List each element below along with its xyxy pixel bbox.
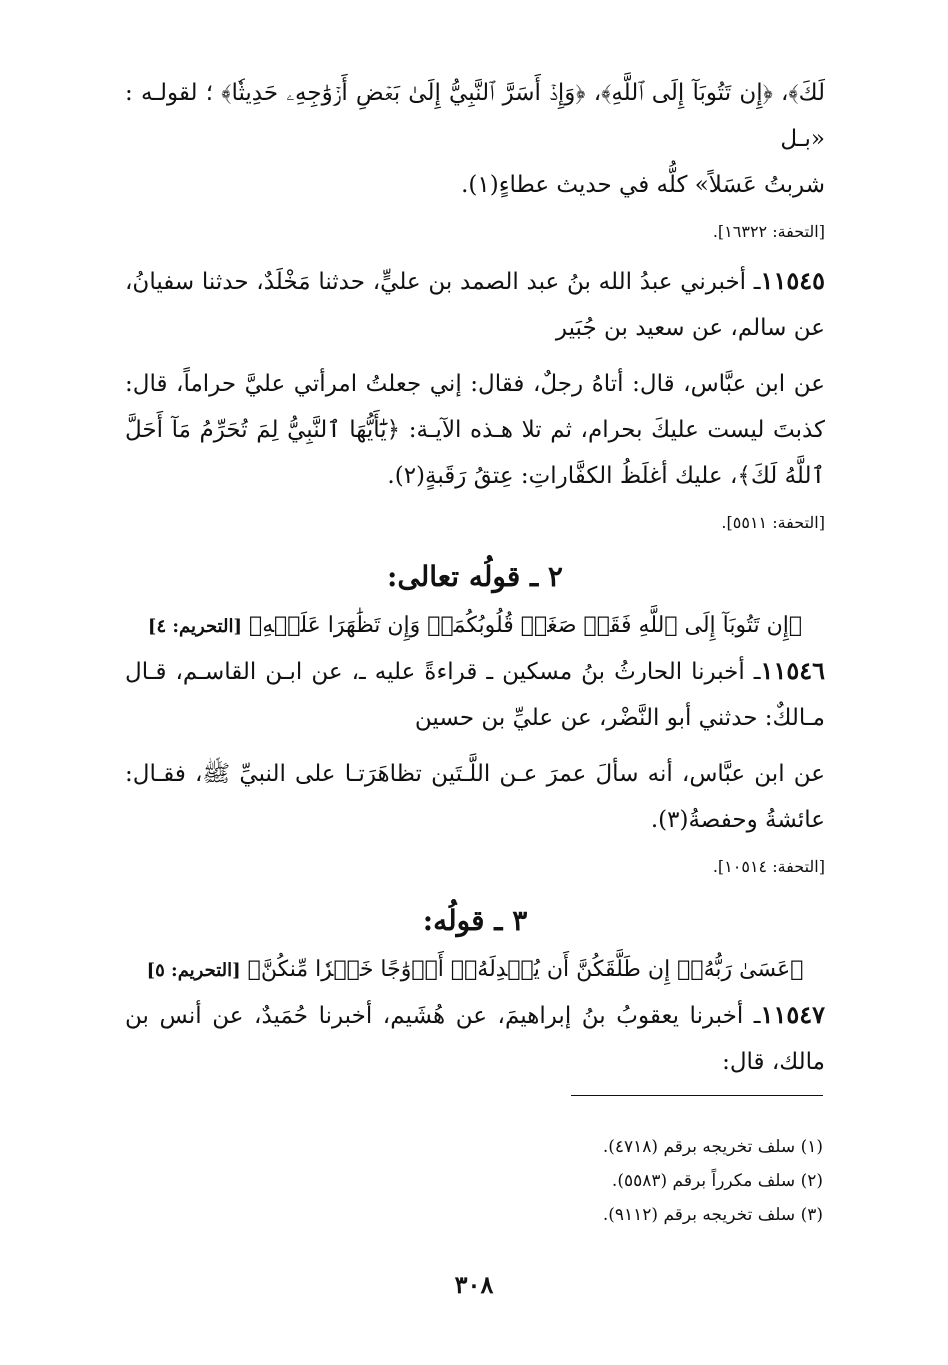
ayah-reference: [التحريم: ٥] bbox=[146, 960, 241, 981]
tuhfa-reference-3: [التحفة: ١٠٥١٤]. bbox=[712, 857, 825, 876]
ayah-text: ﴿عَسَىٰ رَبُّهُۥٓ إِن طَلَّقَكُنَّ أَن يُبۡدِلَهُۥٓ أَزۡوَٰجًا خَيۡرٗا مِّنكُنَّ﴾ bbox=[247, 957, 804, 982]
top-paragraph-line-1: لَكَ﴾، ﴿إِن تَتُوبَآ إِلَى ٱللَّهِ﴾، ﴿وَإِذۡ أَسَرَّ ٱلنَّبِيُّ إِلَىٰ بَعۡضِ أَزۡوَٰجِهِۦ حَدِيثٗا﴾ ؛ لقولـه : «بـل bbox=[125, 80, 825, 152]
footnote-divider bbox=[571, 1095, 823, 1096]
hadith-11545-isnad bbox=[125, 258, 825, 351]
hadith-isnad-text: ـ أخبرنا الحارثُ بنُ مسكين ـ قراءةً عليه ـ، عن ابـن القاسـم، قـال مـالكٌ: حدثني أبو النَّضْر، عن عليِّ بن حسين bbox=[125, 659, 825, 731]
hadith-11545-matn: عن ابن عبَّاس، قال: أتاهُ رجلٌ، فقال: إني جعلتُ امرأتي عليَّ حراماً، قال: كذبتَ ليست عليكَ بحرام، ثم تلا هـذه الآيـة: ﴿يَٰٓأَيُّهَا ٱلنَّبِيُّ لِمَ تُحَرِّمُ مَآ أَحَلَّ ٱللَّهُ لَكَ﴾، عليك أغلَظُ الكفَّاراتِ: عِتقُ رَقَبةٍ(٢). bbox=[125, 371, 825, 489]
footnote-2: (٢) سلف مكرراً برقم (٥٥٨٣). bbox=[611, 1171, 823, 1191]
top-paragraph-line-2: شربتُ عَسَلاً» كلُّه في حديث عطاءٍ(١). bbox=[461, 172, 825, 198]
ayah-text: ﴿إِن تَتُوبَآ إِلَى ٱللَّهِ فَقَدۡ صَغَتۡ قُلُوبُكُمَاۖ وَإِن تَظَٰهَرَا عَلَيۡهِ﴾ bbox=[249, 613, 803, 638]
hadith-number: ١١٥٤٥ bbox=[760, 266, 825, 295]
section-3-heading: ٣ ـ قولُه: bbox=[422, 904, 528, 937]
hadith-11546-isnad bbox=[125, 648, 825, 741]
section-2-heading: ٢ ـ قولُه تعالى: bbox=[387, 560, 563, 593]
hadith-number: ١١٥٤٧ bbox=[760, 1000, 825, 1029]
page-body bbox=[125, 70, 825, 1085]
page-number: ٣٠٨ bbox=[454, 1270, 494, 1299]
hadith-11547-isnad bbox=[125, 992, 825, 1085]
hadith-number: ١١٥٤٦ bbox=[760, 656, 825, 685]
section-3-ayah bbox=[125, 949, 825, 992]
hadith-11546-matn: عن ابن عبَّاس، أنه سألَ عمرَ عـن اللَّـتَين تظاهَرَتـا على النبيِّ ﷺ، فقـال: عائشةُ وحفصةُ(٣). bbox=[125, 761, 825, 833]
footnote-1: (١) سلف تخريجه برقم (٤٧١٨). bbox=[602, 1137, 823, 1157]
ayah-reference: [التحريم: ٤] bbox=[147, 616, 242, 637]
top-paragraph bbox=[125, 70, 825, 208]
hadith-isnad-text: ـ أخبرني عبدُ الله بنُ عبد الصمد بن عليٍّ، حدثنا مَخْلَدٌ، حدثنا سفيانُ، عن سالم، عن سعيد بن جُبَير bbox=[125, 269, 825, 341]
footnotes bbox=[423, 1130, 823, 1232]
tuhfa-reference-1: [التحفة: ١٦٣٢٢]. bbox=[712, 222, 825, 241]
hadith-isnad-text: ـ أخبرنا يعقوبُ بنُ إبراهيمَ، عن هُشَيم، أخبرنا حُمَيدٌ، عن أنس بن مالك، قال: bbox=[125, 1003, 825, 1075]
footnote-3: (٣) سلف تخريجه برقم (٩١١٢). bbox=[602, 1205, 823, 1225]
tuhfa-reference-2: [التحفة: ٥٥١١]. bbox=[721, 513, 825, 532]
section-2-ayah bbox=[125, 605, 825, 648]
